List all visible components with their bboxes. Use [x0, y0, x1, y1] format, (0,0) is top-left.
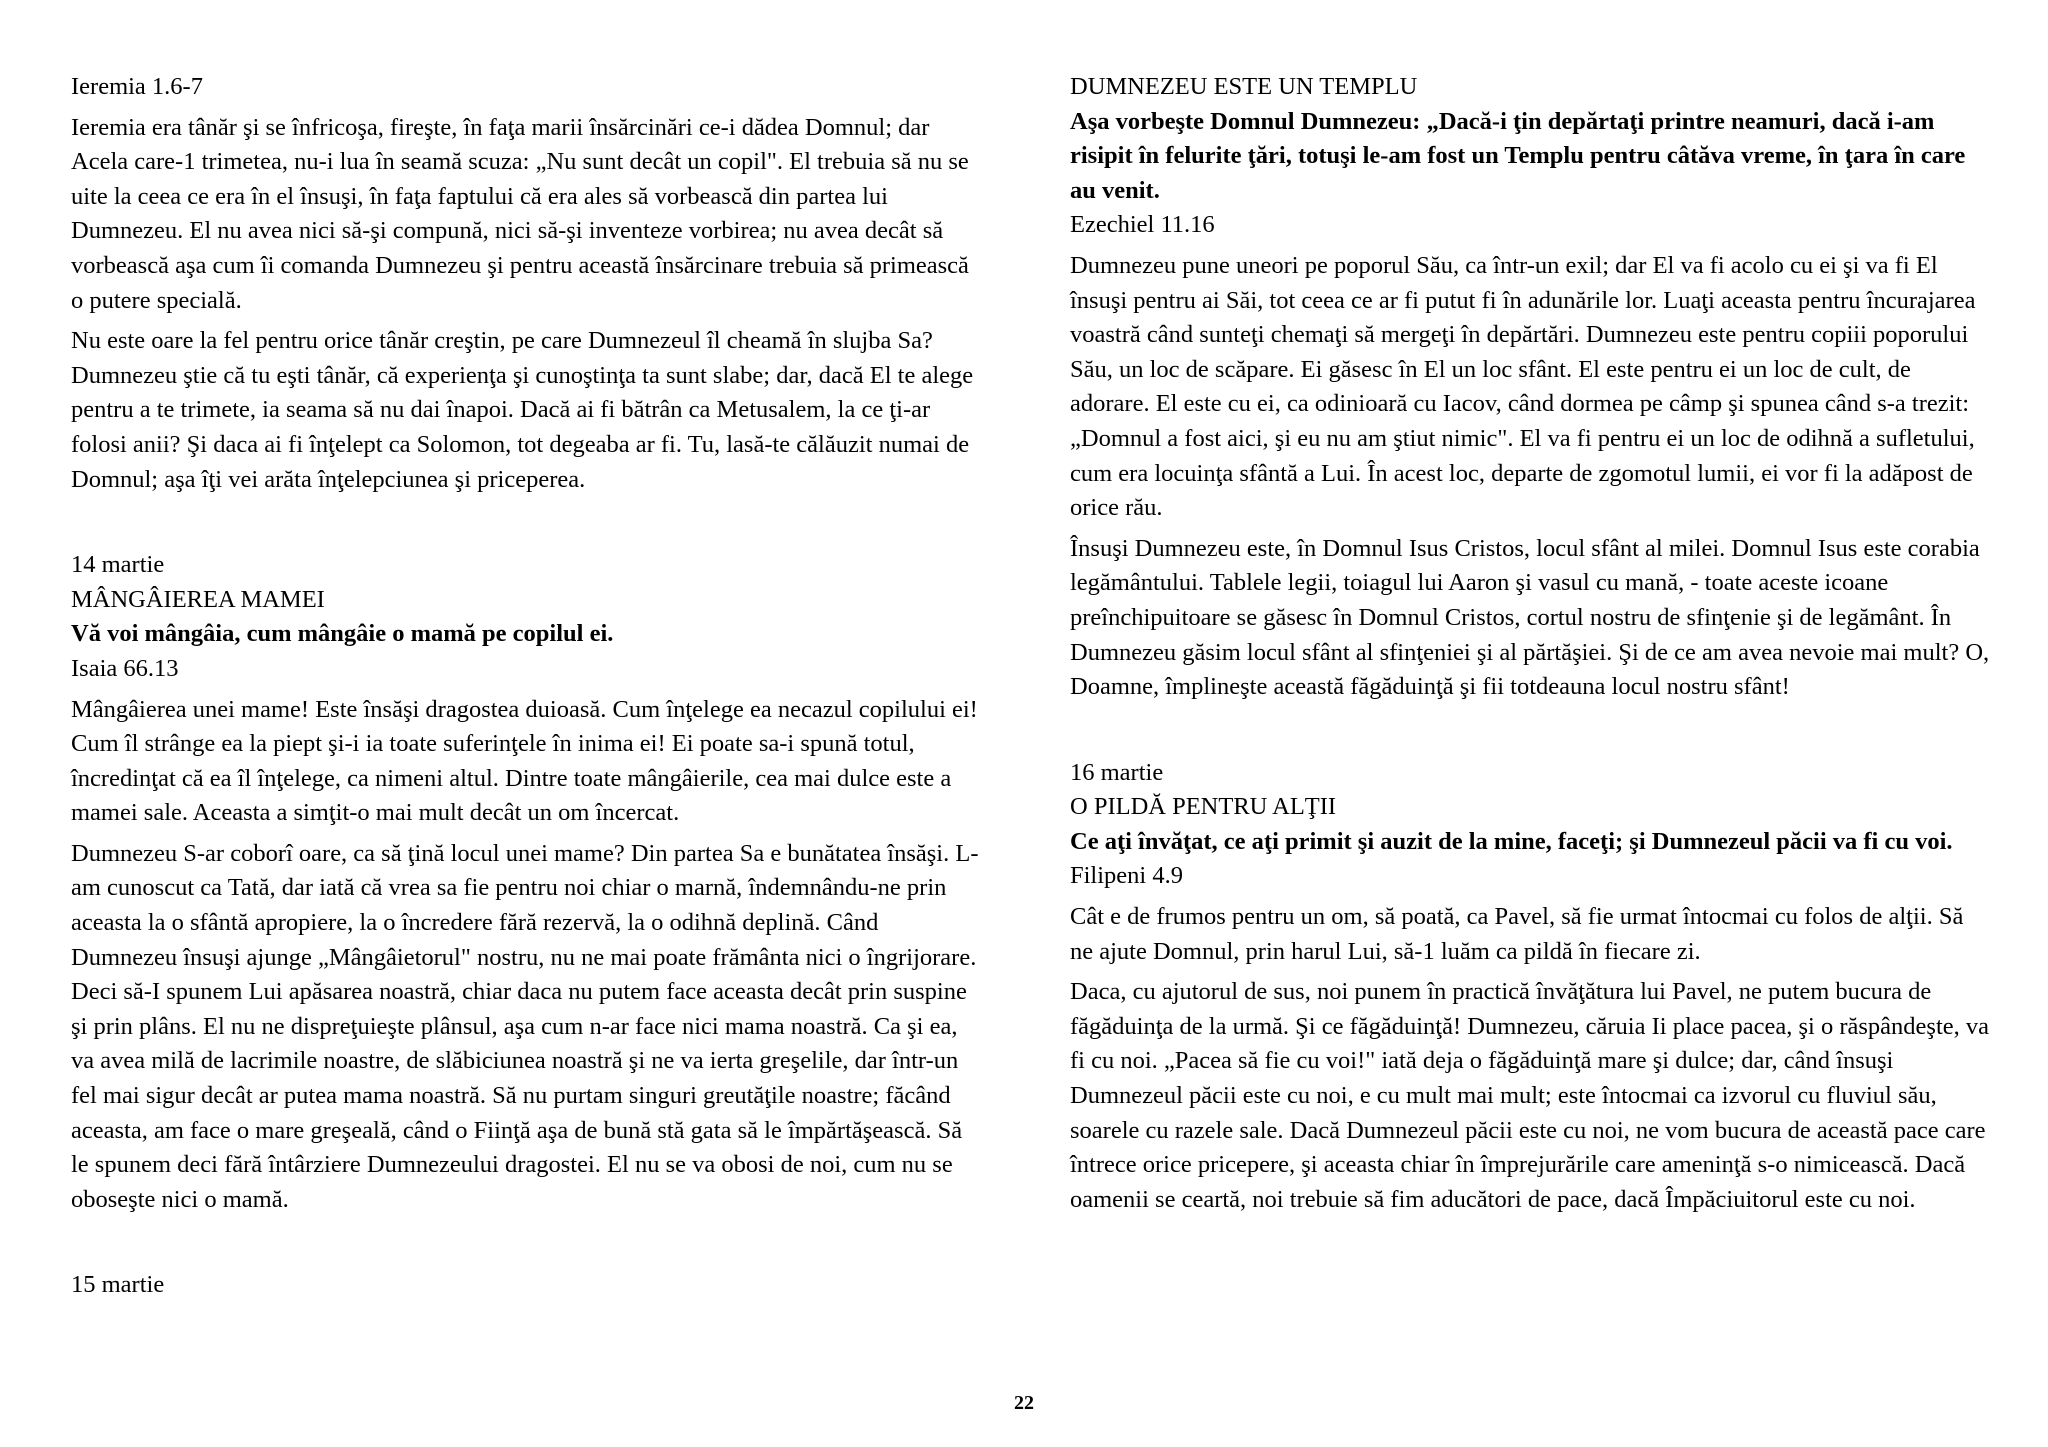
paragraph: Dumnezeu S-ar coborî oare, ca să ţină locul unei mame? Din partea Sa e bunătatea însăşi. L-am cunoscut ca Tată, dar iată că vrea sa fie pentru noi chiar o marnă, îndemnându-ne prin aceasta la o sfântă apropiere, la o încredere fără rezervă, la o odihnă deplină. Când Dumnezeu însuşi ajunge „Mângâietorul" nostru, nu ne mai poate frământa nici o îngrijorare. Deci să-I spunem Lui apăsarea noastră, chiar daca nu putem face aceasta decât prin suspine şi prin plâns. El nu ne dispreţuieşte plânsul, aşa cum n-ar face nici mama noastră. Ca şi ea, va avea milă de lacrimile noastre, de slăbiciunea noastră şi ne va ierta greşelile, dar într-un fel mai sigur decât ar putea mama noastră. Să nu purtam singuri greutăţile noastre; făcând aceasta, am face o mare greşeală, când o Fiinţă aşa de bună stă gata să le împărtăşească. Să le spunem deci fără întârziere Dumnezeului dragostei. El nu se va obosi de noi, cum nu se oboseşte nici o mamă.: [71, 839, 979, 1213]
entry-title: MÂNGÂIEREA MAMEI: [71, 585, 325, 613]
page-number: 22: [1014, 1392, 1034, 1414]
entry-date: 16 martie: [1070, 758, 1164, 786]
section-gap: [71, 1223, 983, 1268]
entry-title: O PILDĂ PENTRU ALŢII: [1070, 793, 1337, 821]
reference: Isaia 66.13: [71, 654, 179, 682]
paragraph: Daca, cu ajutorul de sus, noi punem în practică învăţătura lui Pavel, ne putem bucura de făgăduinţa de la urmă. Şi ce făgăduinţă! Dumnezeu, căruia Ii place pacea, şi o răspândeşte, va fi cu noi. „Pacea să fie cu voi!" iată deja o făgăduinţă mare şi dulce; dar, când însuşi Dumnezeul păcii este cu noi, e cu mult mai mult; este întocmai ca izvorul cu fluviul său, soarele cu razele sale. Dacă Dumnezeul păcii este cu noi, ne vom bucura de această pace care întrece orice pricepere, şi aceasta chiar în împrejurările care ameninţă s-o nimicească. Dacă oamenii se ceartă, noi trebuie să fim aducători de pace, dacă Împăciuitorul este cu noi.: [1070, 978, 1990, 1213]
entry-date: 15 martie: [71, 1271, 165, 1299]
paragraph: Mângâierea unei mame! Este însăşi dragostea duioasă. Cum înţelege ea necazul copilului ei! Cum îl strânge ea la piept şi-i ia toate suferinţele în inima ei! Ei poate sa-i spună totul, încredinţat că ea îl înţelege, ca nimeni altul. Dintre toate mângâierile, cea mai dulce este a mamei sale. Aceasta a simţit-o mai mult decât un om încercat.: [71, 695, 978, 827]
paragraph: Dumnezeu pune uneori pe poporul Său, ca într-un exil; dar El va fi acolo cu ei şi va fi El însuşi pentru ai Săi, tot ceea ce ar fi putut fi în adunările lor. Luaţi aceasta pentru încurajarea voastră când sunteţi chemaţi să mergeţi în depărtări. Dumnezeu este pentru copiii poporului Său, un loc de scăpare. Ei găsesc în El un loc sfânt. El este pentru ei un loc de cult, de adorare. El este cu ei, ca odinioară cu Iacov, când dormea pe câmp şi spunea când s-a trezit: „Domnul a fost aici, şi eu nu am ştiut nimic". El va fi pentru ei un loc de odihnă a sufletului, cum era locuinţa sfântă a Lui. În acest loc, departe de zgomotul lumii, ei vor fi la adăpost de orice rău.: [1070, 251, 1976, 522]
section-gap: [71, 503, 983, 548]
bible-verse: Ce aţi învăţat, ce aţi primit şi auzit de la mine, faceţi; şi Dumnezeul păcii va fi cu voi.: [1070, 827, 1953, 855]
paragraph: Nu este oare la fel pentru orice tânăr creştin, pe care Dumnezeul îl cheamă în slujba Sa? Dumnezeu ştie că tu eşti tânăr, că experienţa şi cunoştinţa ta sunt slabe; dar, dacă El te alege pentru a te trimete, ia seama să nu dai înapoi. Dacă ai fi bătrân ca Metusalem, la ce ţi-ar folosi anii? Şi daca ai fi înţelept ca Solomon, tot degeaba ar fi. Tu, lasă-te călăuzit numai de Domnul; aşa îţi vei arăta înţelepciunea şi priceperea.: [71, 327, 974, 493]
reference: Filipeni 4.9: [1070, 862, 1183, 890]
bible-verse: Aşa vorbeşte Domnul Dumnezeu: „Dacă-i ţin depărtaţi printre neamuri, dacă i-am risipit în felurite ţări, totuşi le-am fost un Templu pentru câtăva vreme, în ţara în care au venit.: [1070, 107, 1966, 204]
paragraph: Ieremia era tânăr şi se înfricoşa, fireşte, în faţa marii însărcinări ce-i dădea Domnul; dar Acela care-1 trimetea, nu-i lua în seamă scuza: „Nu sunt decât un copil". El trebuia să nu se uite la ceea ce era în el însuşi, în faţa faptului că era ales să vorbească din partea lui Dumnezeu. El nu avea nici să-şi compună, nici să-şi inventeze vorbirea; nu avea decât să vorbească aşa cum îi comanda Dumnezeu şi pentru această însărcinare trebuia să primească o putere specială.: [71, 113, 969, 314]
left-column: [71, 70, 983, 1303]
bible-verse: Vă voi mângâia, cum mângâie o mamă pe copilul ei.: [71, 620, 614, 648]
reference: Ieremia 1.6-7: [71, 73, 203, 100]
entry-date: 14 martie: [71, 551, 165, 579]
paragraph: Cât e de frumos pentru un om, să poată, ca Pavel, să fie urmat întocmai cu folos de alţii. Să ne ajute Domnul, prin harul Lui, să-1 luăm ca pildă în fiecare zi.: [1070, 903, 1964, 965]
section-gap: [1070, 711, 1990, 756]
entry-title: DUMNEZEU ESTE UN TEMPLU: [1070, 73, 1418, 100]
reference: Ezechiel 11.16: [1070, 211, 1215, 239]
right-column: [1070, 70, 1990, 1223]
paragraph: Însuşi Dumnezeu este, în Domnul Isus Cristos, locul sfânt al milei. Domnul Isus este corabia legământului. Tablele legii, toiagul lui Aaron şi vasul cu mană, - toate aceste icoane preînchipuitoare se găsesc în Domnul Cristos, cortul nostru de sfinţenie şi de legământ. În Dumnezeu găsim locul sfânt al sfinţeniei şi al părtăşiei. Şi de ce am avea nevoie mai mult? O, Doamne, împlineşte această făgăduinţă şi fii totdeauna locul nostru sfânt!: [1070, 534, 1990, 701]
